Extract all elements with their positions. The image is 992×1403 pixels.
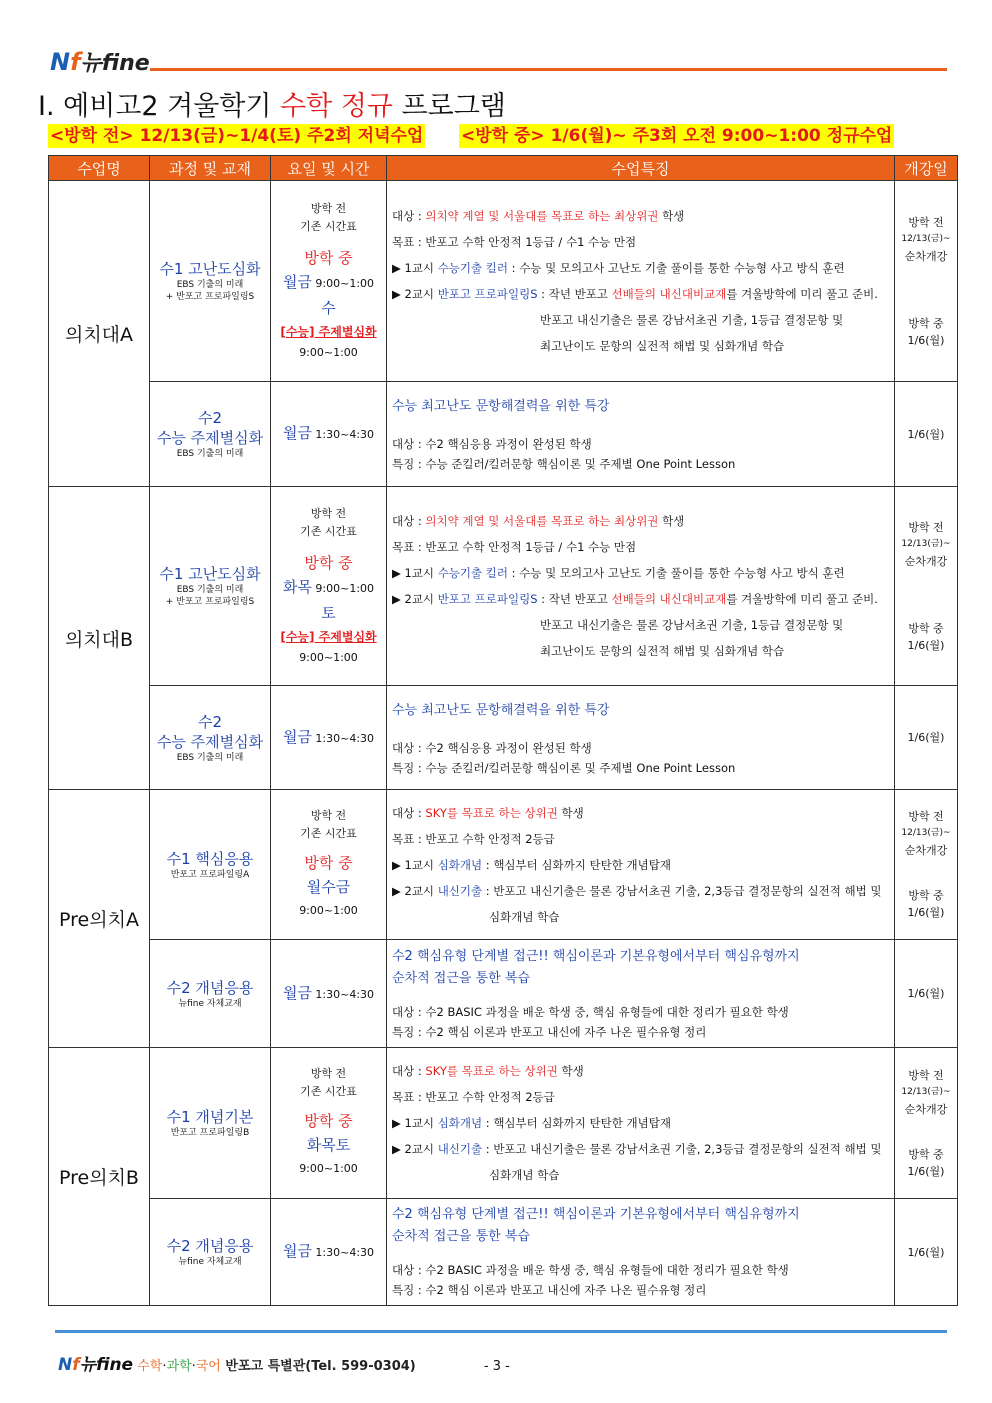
feature-cell: 대상 : 의치약 계열 및 서울대를 목표로 하는 최상위권 학생 목표 : 반포고 수학 안정적 1등급 / 수1 수능 만점 ▶ 1교시 수능기출 킬러 : 수능 및 모의고사 고난도 기출 풀이를 통한 수능형 사고 방식 훈련 ▶ 2교시 반포고 프로파일링S : 작년 반포고 선배들의 내신대비교재를 겨울방학에 미리 풀고 준비. 반포고 내신기출은 물론 강남서초권 기출, 1등급 결정문항 및 최고난이도 문항의 실전적 해법 및 심화개념 학습 — [387, 487, 895, 686]
table-row — [49, 487, 958, 686]
open-date-cell: 방학 전 12/13(금)~ 순차개강 방학 중 1/6(월) — [895, 181, 958, 382]
table-row — [49, 382, 958, 487]
course-cell: 수1 핵심응용 반포고 프로파일링A — [150, 790, 271, 940]
course-cell: 수2 개념응용 뉴fine 자체교재 — [150, 940, 271, 1048]
feature-cell: 수2 핵심유형 단계별 접근!! 핵심이론과 기본유형에서부터 핵심유형까지 순차적 접근을 통한 복습 대상 : 수2 BASIC 과정을 배운 학생 중, 핵심 유형들에 대한 정리가 필요한 학생 특징 : 수2 핵심 이론과 반포고 내신에 자주 나온 필수유형 정리 — [387, 1199, 895, 1306]
header-divider — [150, 68, 947, 71]
schedule-cell: 월금 1:30~4:30 — [271, 940, 387, 1048]
table-row — [49, 181, 958, 382]
col-header: 수업특징 — [387, 156, 895, 181]
footer-divider — [55, 1330, 947, 1333]
course-cell: 수1 고난도심화 EBS 기출의 미래 + 반포고 프로파일링S — [150, 487, 271, 686]
feature-cell: 대상 : 의치약 계열 및 서울대를 목표로 하는 최상위권 학생 목표 : 반포고 수학 안정적 1등급 / 수1 수능 만점 ▶ 1교시 수능기출 킬러 : 수능 및 모의고사 고난도 기출 풀이를 통한 수능형 사고 방식 훈련 ▶ 2교시 반포고 프로파일링S : 작년 반포고 선배들의 내신대비교재를 겨울방학에 미리 풀고 준비. 반포고 내신기출은 물론 강남서초권 기출, 1등급 결정문항 및 최고난이도 문항의 실전적 해법 및 심화개념 학습 — [387, 181, 895, 382]
feature-cell: 대상 : SKY를 목표로 하는 상위권 학생 목표 : 반포고 수학 안정적 2등급 ▶ 1교시 심화개념 : 핵심부터 심화까지 탄탄한 개념탑재 ▶ 2교시 내신기출 : 반포고 내신기출은 물론 강남서초권 기출, 2,3등급 결정문항의 실전적 해법 및 심화개념 학습 — [387, 790, 895, 940]
class-name: 의치대A — [49, 181, 150, 487]
open-date-cell: 방학 전 12/13(금)~ 순차개강 방학 중 1/6(월) — [895, 1048, 958, 1199]
course-cell: 수2 수능 주제별심화 EBS 기출의 미래 — [150, 686, 271, 790]
col-header: 수업명 — [49, 156, 150, 181]
highlight-before-vacation: <방학 전> 12/13(금)~1/4(토) 주2회 저녁수업 — [50, 126, 424, 146]
schedule-cell: 월금 1:30~4:30 — [271, 382, 387, 487]
table-row — [49, 1048, 958, 1199]
col-header: 요일 및 시간 — [271, 156, 387, 181]
table-row — [49, 790, 958, 940]
open-date-cell: 1/6(월) — [895, 1199, 958, 1306]
col-header: 과정 및 교재 — [150, 156, 271, 181]
open-date-cell: 방학 전 12/13(금)~ 순차개강 방학 중 1/6(월) — [895, 790, 958, 940]
brand-logo: Nf뉴fine — [50, 48, 150, 76]
schedule-cell: 월금 1:30~4:30 — [271, 686, 387, 790]
table-row — [49, 686, 958, 790]
schedule-cell: 방학 전 기존 시간표 방학 중 화목 9:00~1:00 토 [수능] 주제별심화 9:00~1:00 — [271, 487, 387, 686]
course-cell: 수1 고난도심화 EBS 기출의 미래 + 반포고 프로파일링S — [150, 181, 271, 382]
class-name: Pre의치A — [49, 790, 150, 1048]
open-date-cell: 1/6(월) — [895, 382, 958, 487]
schedule-cell: 월금 1:30~4:30 — [271, 1199, 387, 1306]
schedule-cell: 방학 전 기존 시간표 방학 중 월금 9:00~1:00 수 [수능] 주제별심화 9:00~1:00 — [271, 181, 387, 382]
open-date-cell: 1/6(월) — [895, 686, 958, 790]
feature-cell: 수능 최고난도 문항해결력을 위한 특강 대상 : 수2 핵심응용 과정이 완성된 학생 특징 : 수능 준킬러/킬러문항 핵심이론 및 주제별 One Point Lesson — [387, 686, 895, 790]
col-header: 개강일 — [895, 156, 958, 181]
open-date-cell: 방학 전 12/13(금)~ 순차개강 방학 중 1/6(월) — [895, 487, 958, 686]
footer: Nf뉴fine 수학·과학·국어 반포고 특별관(Tel. 599-0304) - 3 - — [58, 1355, 510, 1375]
course-cell: 수2 수능 주제별심화 EBS 기출의 미래 — [150, 382, 271, 487]
feature-cell: 수2 핵심유형 단계별 접근!! 핵심이론과 기본유형에서부터 핵심유형까지 순차적 접근을 통한 복습 대상 : 수2 BASIC 과정을 배운 학생 중, 핵심 유형들에 대한 정리가 필요한 학생 특징 : 수2 핵심 이론과 반포고 내신에 자주 나온 필수유형 정리 — [387, 940, 895, 1048]
course-cell: 수2 개념응용 뉴fine 자체교재 — [150, 1199, 271, 1306]
page-number: - 3 - — [483, 1359, 510, 1374]
course-cell: 수1 개념기본 반포고 프로파일링B — [150, 1048, 271, 1199]
page-title: Ⅰ. 예비고2 겨울학기 수학 정규 프로그램 — [38, 91, 506, 122]
schedule-cell: 방학 전 기존 시간표 방학 중 월수금 9:00~1:00 — [271, 790, 387, 940]
table-row — [49, 1199, 958, 1306]
highlight-during-vacation: <방학 중> 1/6(월)~ 주3회 오전 9:00~1:00 정규수업 — [461, 126, 893, 146]
footer-logo: Nf뉴fine — [58, 1355, 134, 1375]
table-row — [49, 940, 958, 1048]
feature-cell: 수능 최고난도 문항해결력을 위한 특강 대상 : 수2 핵심응용 과정이 완성된 학생 특징 : 수능 준킬러/킬러문항 핵심이론 및 주제별 One Point Lesson — [387, 382, 895, 487]
table-header-row — [49, 156, 958, 181]
class-name: Pre의치B — [49, 1048, 150, 1306]
class-name: 의치대B — [49, 487, 150, 790]
schedule-cell: 방학 전 기존 시간표 방학 중 화목토 9:00~1:00 — [271, 1048, 387, 1199]
feature-cell: 대상 : SKY를 목표로 하는 상위권 학생 목표 : 반포고 수학 안정적 2등급 ▶ 1교시 심화개념 : 핵심부터 심화까지 탄탄한 개념탑재 ▶ 2교시 내신기출 : 반포고 내신기출은 물론 강남서초권 기출, 2,3등급 결정문항의 실전적 해법 및 심화개념 학습 — [387, 1048, 895, 1199]
program-table — [48, 155, 958, 1306]
branch-info: 반포고 특별관(Tel. 599-0304) — [220, 1359, 416, 1374]
open-date-cell: 1/6(월) — [895, 940, 958, 1048]
